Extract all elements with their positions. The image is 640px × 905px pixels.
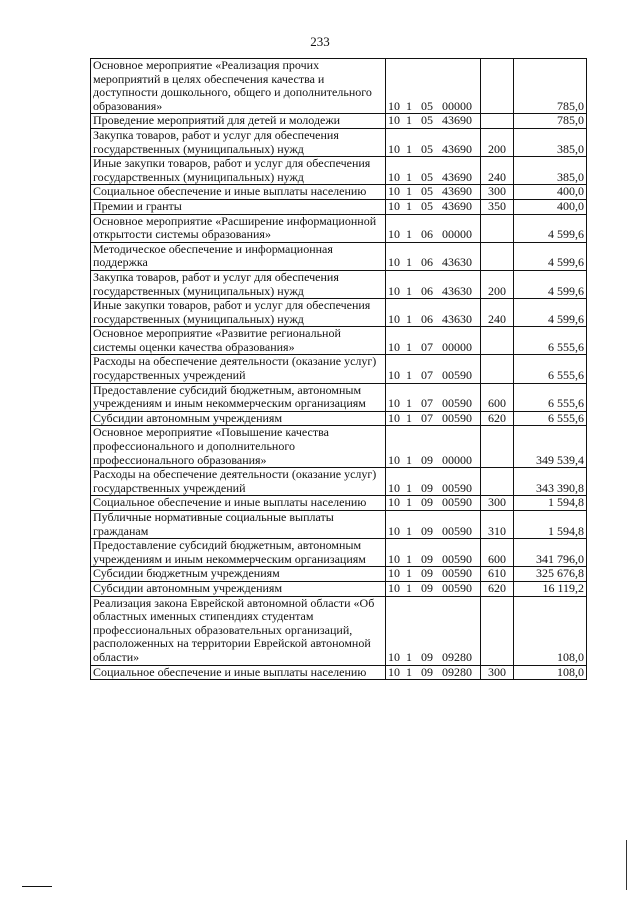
row-expense-type-cell [481, 242, 514, 270]
row-code-cell: 10 1 09 09280 [386, 596, 481, 665]
row-code-cell: 10 1 06 43630 [386, 299, 481, 327]
row-name-cell: Субсидии бюджетным учреждениям [91, 567, 386, 582]
page-number: 233 [310, 34, 330, 49]
row-sum-cell: 4 599,6 [514, 242, 587, 270]
row-expense-type-cell: 200 [481, 128, 514, 156]
table-row [91, 411, 587, 426]
row-sum-cell: 16 119,2 [514, 581, 587, 596]
row-expense-type-cell [481, 468, 514, 496]
row-code-cell: 10 1 09 00590 [386, 539, 481, 567]
row-name-cell: Основное мероприятие «Реализация прочих мероприятий в целях обеспечения качества и доступности дошкольного, общего и дополнительного образования» [91, 59, 386, 114]
table-row [91, 157, 587, 185]
row-code-cell: 10 1 09 00590 [386, 511, 481, 539]
table-row [91, 59, 587, 114]
table-row [91, 214, 587, 242]
row-name-cell: Премии и гранты [91, 199, 386, 214]
row-code-cell: 10 1 09 00000 [386, 426, 481, 468]
table-row [91, 426, 587, 468]
row-code-cell: 10 1 06 43630 [386, 242, 481, 270]
row-sum-cell: 785,0 [514, 59, 587, 114]
table-row [91, 511, 587, 539]
row-sum-cell: 349 539,4 [514, 426, 587, 468]
table-row [91, 355, 587, 383]
table-row [91, 468, 587, 496]
row-code-cell: 10 1 05 43690 [386, 128, 481, 156]
row-code-cell: 10 1 09 00590 [386, 468, 481, 496]
row-expense-type-cell [481, 214, 514, 242]
table-row [91, 539, 587, 567]
row-sum-cell: 6 555,6 [514, 411, 587, 426]
table-row [91, 270, 587, 298]
row-name-cell: Предоставление субсидий бюджетным, автономным учреждениям и иным некоммерческим организациям [91, 383, 386, 411]
row-sum-cell: 400,0 [514, 199, 587, 214]
row-expense-type-cell: 200 [481, 270, 514, 298]
row-code-cell: 10 1 05 43690 [386, 199, 481, 214]
row-expense-type-cell [481, 596, 514, 665]
row-name-cell: Социальное обеспечение и иные выплаты населению [91, 665, 386, 680]
row-sum-cell: 6 555,6 [514, 355, 587, 383]
row-code-cell: 10 1 05 43690 [386, 157, 481, 185]
row-code-cell: 10 1 07 00590 [386, 383, 481, 411]
row-name-cell: Реализация закона Еврейской автономной области «Об областных именных стипендиях студентам профессиональных образовательных организаций, расположенных на территории Еврейской автономной области» [91, 596, 386, 665]
row-expense-type-cell [481, 426, 514, 468]
row-expense-type-cell: 350 [481, 199, 514, 214]
row-code-cell: 10 1 07 00590 [386, 355, 481, 383]
row-sum-cell: 1 594,8 [514, 496, 587, 511]
row-code-cell: 10 1 05 43690 [386, 114, 481, 129]
row-sum-cell: 108,0 [514, 665, 587, 680]
row-expense-type-cell: 240 [481, 157, 514, 185]
row-code-cell: 10 1 06 43630 [386, 270, 481, 298]
row-expense-type-cell: 620 [481, 411, 514, 426]
row-sum-cell: 1 594,8 [514, 511, 587, 539]
row-code-cell: 10 1 09 09280 [386, 665, 481, 680]
row-expense-type-cell [481, 327, 514, 355]
row-sum-cell: 6 555,6 [514, 327, 587, 355]
row-name-cell: Основное мероприятие «Расширение информационной открытости системы образования» [91, 214, 386, 242]
row-code-cell: 10 1 05 43690 [386, 185, 481, 200]
row-name-cell: Расходы на обеспечение деятельности (оказание услуг) государственных учреждений [91, 355, 386, 383]
row-expense-type-cell: 300 [481, 665, 514, 680]
row-name-cell: Методическое обеспечение и информационная поддержка [91, 242, 386, 270]
row-code-cell: 10 1 09 00590 [386, 581, 481, 596]
row-code-cell: 10 1 06 00000 [386, 214, 481, 242]
row-expense-type-cell [481, 59, 514, 114]
row-expense-type-cell: 600 [481, 383, 514, 411]
table-row [91, 128, 587, 156]
table-row [91, 567, 587, 582]
budget-table [90, 58, 587, 680]
row-name-cell: Субсидии автономным учреждениям [91, 411, 386, 426]
row-sum-cell: 325 676,8 [514, 567, 587, 582]
row-sum-cell: 4 599,6 [514, 270, 587, 298]
row-name-cell: Проведение мероприятий для детей и молодежи [91, 114, 386, 129]
row-sum-cell: 4 599,6 [514, 214, 587, 242]
row-name-cell: Предоставление субсидий бюджетным, автономным учреждениям и иным некоммерческим организациям [91, 539, 386, 567]
row-sum-cell: 785,0 [514, 114, 587, 129]
row-sum-cell: 385,0 [514, 128, 587, 156]
row-name-cell: Основное мероприятие «Повышение качества профессионального и дополнительного профессионального образования» [91, 426, 386, 468]
row-expense-type-cell: 600 [481, 539, 514, 567]
table-row [91, 383, 587, 411]
budget-table-body [91, 59, 587, 680]
row-expense-type-cell: 310 [481, 511, 514, 539]
table-row [91, 242, 587, 270]
row-name-cell: Иные закупки товаров, работ и услуг для обеспечения государственных (муниципальных) нужд [91, 299, 386, 327]
row-sum-cell: 4 599,6 [514, 299, 587, 327]
row-name-cell: Закупка товаров, работ и услуг для обеспечения государственных (муниципальных) нужд [91, 270, 386, 298]
row-expense-type-cell [481, 355, 514, 383]
row-expense-type-cell: 620 [481, 581, 514, 596]
table-row [91, 185, 587, 200]
row-sum-cell: 400,0 [514, 185, 587, 200]
row-sum-cell: 385,0 [514, 157, 587, 185]
row-expense-type-cell: 240 [481, 299, 514, 327]
row-name-cell: Основное мероприятие «Развитие региональной системы оценки качества образования» [91, 327, 386, 355]
row-code-cell: 10 1 09 00590 [386, 567, 481, 582]
row-name-cell: Субсидии автономным учреждениям [91, 581, 386, 596]
row-name-cell: Публичные нормативные социальные выплаты гражданам [91, 511, 386, 539]
row-expense-type-cell: 300 [481, 496, 514, 511]
table-row [91, 496, 587, 511]
row-name-cell: Закупка товаров, работ и услуг для обеспечения государственных (муниципальных) нужд [91, 128, 386, 156]
row-code-cell: 10 1 05 00000 [386, 59, 481, 114]
row-name-cell: Социальное обеспечение и иные выплаты населению [91, 496, 386, 511]
footnote-separator [22, 886, 52, 887]
row-code-cell: 10 1 07 00590 [386, 411, 481, 426]
row-sum-cell: 341 796,0 [514, 539, 587, 567]
table-row [91, 199, 587, 214]
table-row [91, 299, 587, 327]
row-sum-cell: 108,0 [514, 596, 587, 665]
table-row [91, 327, 587, 355]
row-code-cell: 10 1 09 00590 [386, 496, 481, 511]
table-row [91, 665, 587, 680]
table-row [91, 114, 587, 129]
row-name-cell: Иные закупки товаров, работ и услуг для обеспечения государственных (муниципальных) нужд [91, 157, 386, 185]
row-expense-type-cell: 300 [481, 185, 514, 200]
row-expense-type-cell: 610 [481, 567, 514, 582]
row-sum-cell: 343 390,8 [514, 468, 587, 496]
table-row [91, 581, 587, 596]
scan-edge-mark [626, 840, 627, 890]
row-name-cell: Расходы на обеспечение деятельности (оказание услуг) государственных учреждений [91, 468, 386, 496]
table-row [91, 596, 587, 665]
row-name-cell: Социальное обеспечение и иные выплаты населению [91, 185, 386, 200]
row-expense-type-cell [481, 114, 514, 129]
row-code-cell: 10 1 07 00000 [386, 327, 481, 355]
row-sum-cell: 6 555,6 [514, 383, 587, 411]
